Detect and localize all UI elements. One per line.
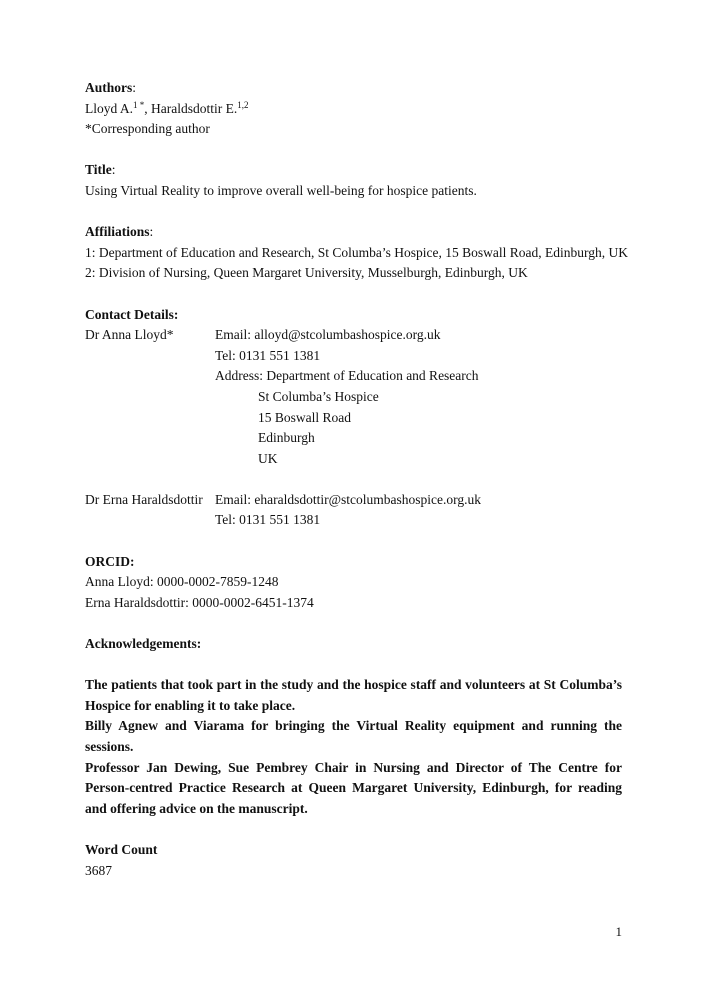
orcid-heading: ORCID: xyxy=(85,553,135,569)
spacer xyxy=(85,819,622,840)
contact-info xyxy=(215,490,622,531)
contact-info xyxy=(215,325,622,469)
author-name-1: Lloyd A. xyxy=(85,100,134,116)
affiliations-heading-text: Affiliations xyxy=(85,224,150,240)
title-heading-colon: : xyxy=(111,162,116,178)
contact-address-subline: Edinburgh xyxy=(258,430,315,446)
spacer xyxy=(85,531,622,552)
acknowledgement-paragraph-3: Professor Jan Dewing, Sue Pembrey Chair in Nursing and Director of The Centre for Person-centred Practice Research at Queen Margaret University, Edinburgh, for reading and offering advice on the manuscript. xyxy=(85,759,622,816)
contact-tel: Tel: 0131 551 1381 xyxy=(215,347,321,363)
contact-email: Email: alloyd@stcolumbashospice.org.uk xyxy=(215,327,441,343)
spacer xyxy=(85,655,622,676)
author-names xyxy=(85,99,622,120)
authors-heading-colon: : xyxy=(132,80,137,95)
authors-heading xyxy=(85,78,622,99)
word-count-value: 3687 xyxy=(85,862,112,878)
contact-address-subline: St Columba’s Hospice xyxy=(258,388,379,404)
author-superscript-1: 1 * xyxy=(133,99,145,110)
contact-address-line: Address: Department of Education and Research xyxy=(215,368,479,384)
contact-address-subline: 15 Boswall Road xyxy=(258,409,351,425)
corresponding-author-note: *Corresponding author xyxy=(85,121,210,137)
spacer xyxy=(85,613,622,634)
word-count-heading: Word Count xyxy=(85,841,158,857)
contact-entry-erna-haraldsdottir xyxy=(85,490,622,531)
contact-address-subline: UK xyxy=(258,450,278,466)
affiliation-line-1: 1: Department of Education and Research, St Columba’s Hospice, 15 Boswall Road, Edinburgh, UK xyxy=(85,244,629,260)
spacer xyxy=(85,202,622,223)
contact-name: Dr Anna Lloyd* xyxy=(85,327,174,343)
contact-entry-anna-lloyd xyxy=(85,325,622,469)
author-superscript-2: 1,2 xyxy=(237,99,249,110)
contact-name: Dr Erna Haraldsdottir xyxy=(85,491,203,507)
affiliations-heading xyxy=(85,222,622,243)
contact-tel: Tel: 0131 551 1381 xyxy=(215,512,321,528)
contact-details-heading: Contact Details: xyxy=(85,306,179,322)
spacer xyxy=(85,284,622,305)
author-name-2: , Haraldsdottir E. xyxy=(144,100,238,116)
affiliations-heading-colon: : xyxy=(149,224,154,240)
paper-title: Using Virtual Reality to improve overall well-being for hospice patients. xyxy=(85,182,477,198)
title-heading-text: Title xyxy=(85,162,112,178)
spacer xyxy=(85,469,622,490)
contact-email: Email: eharaldsdottir@stcolumbashospice.org.uk xyxy=(215,491,482,507)
title-heading xyxy=(85,160,622,181)
orcid-line-1: Anna Lloyd: 0000-0002-7859-1248 xyxy=(85,574,279,590)
affiliation-line-2: 2: Division of Nursing, Queen Margaret University, Musselburgh, Edinburgh, UK xyxy=(85,265,528,281)
orcid-line-2: Erna Haraldsdottir: 0000-0002-6451-1374 xyxy=(85,594,314,610)
acknowledgement-paragraph-1: The patients that took part in the study and the hospice staff and volunteers at St Columba’s Hospice for enabling it to take place. xyxy=(85,677,622,713)
spacer xyxy=(85,140,622,161)
acknowledgements-heading: Acknowledgements: xyxy=(85,636,202,652)
authors-heading-text: Authors xyxy=(85,80,133,95)
acknowledgement-paragraph-2: Billy Agnew and Viarama for bringing the Virtual Reality equipment and running the sessions. xyxy=(85,718,622,754)
page-number: 1 xyxy=(615,924,622,939)
